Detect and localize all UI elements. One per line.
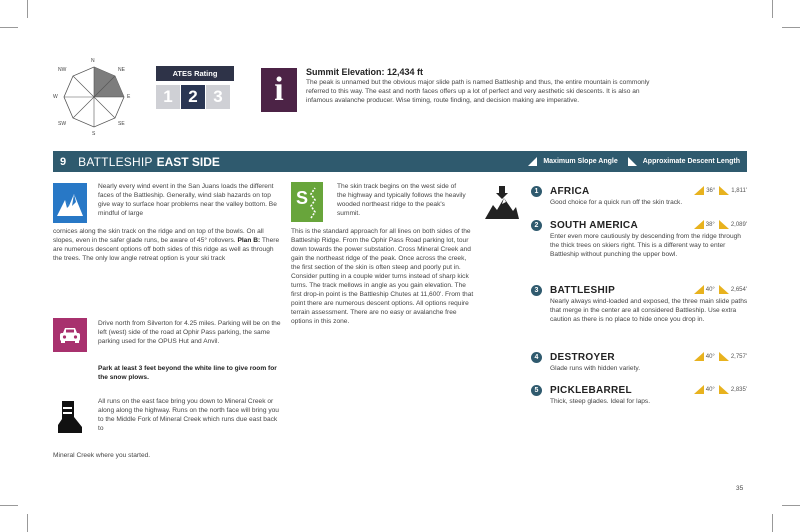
run-description: Enter even more cautiously by descending from the ridge through the thick trees on skiers right. This is a different way to enter Battleship without punching the upper bowl. [550,233,741,258]
run-description: Glade runs with hidden variety. [550,365,641,372]
crop-mark [0,27,18,28]
run-number: 1 [531,186,542,197]
legend-length-label: Approximate Descent Length [642,158,740,165]
run-angle: 40° [705,386,715,393]
run-angle: 40° [705,353,715,360]
skin-paragraph-b: This is the standard approach for all lines on both sides of the Battleship Ridge. From the Ophir Pass Road parking lot, tour down towards the power substation. Cross Mineral Creek and gain the northeast ridge of the peak. Once across the creek, the first section of the skin is often steep and poorly put in. Consider putting in a couple wider turns instead of sharp kick turns. The track mellows in angle as you gain elevation. The first drop-in point is the Battleship Chutes at 11,600'. From that point there are numerous descent options. All options require terrain assessment. There are no easy or avalanche free options in this zone. [291,228,474,325]
descent-length-icon [719,186,729,195]
svg-text:S: S [296,188,309,208]
compass-label-ne: NE [118,67,125,73]
ates-rating [156,66,234,109]
ates-box-3: 3 [206,85,230,109]
crop-mark [27,514,28,532]
ates-rating-label: ATES Rating [156,66,234,81]
run-length: 1,811' [731,187,747,194]
wind-loading-icon [53,183,87,223]
descent-length-icon [628,157,637,166]
descent-mountain-icon [484,185,520,221]
run-description: Thick, steep glades. Ideal for laps. [550,398,651,405]
compass-label-w: W [53,94,58,100]
slope-angle-icon [694,352,704,361]
slope-angle-icon [694,220,704,229]
run-name: DESTROYER [550,351,615,363]
wind-paragraph-a: Nearly every wind event in the San Juans loads the different faces of the Battleship. Generally, wind slab hazards on top give way to surface hoar problems near the valley bottom. Be mindful of large [98,183,277,217]
compass-label-se: SE [118,121,125,127]
slope-angle-icon [694,385,704,394]
run-stats [694,285,747,294]
run-item [531,351,749,373]
drive-text: Drive north from Silverton for 4.25 miles. Parking will be on the left (west) side of the road at Ophir Pass parking, the same parking used for the OPUS Hut and Anvil. [98,320,281,345]
compass-label-nw: NW [58,67,67,73]
plan-b-label: Plan B: [237,237,261,244]
legend-slope-label: Maximum Slope Angle [543,158,618,165]
page-number: 35 [736,485,744,492]
crop-mark [782,505,800,506]
run-item [531,219,749,259]
run-length: 2,757' [730,353,747,360]
slope-angle-icon [694,186,704,195]
descent-length-icon [719,385,729,394]
zone-banner [53,151,747,172]
descent-length-icon [719,352,729,361]
run-length: 2,835' [730,386,747,393]
crop-mark [782,27,800,28]
run-length: 2,089' [730,221,747,228]
zone-aspect: EAST SIDE [156,154,220,169]
run-number: 2 [531,220,542,231]
banner-legend [528,151,740,172]
descent-length-icon [719,220,729,229]
run-stats [694,352,747,361]
compass-label-sw: SW [58,121,67,127]
aspect-compass [52,58,142,138]
run-stats [694,385,747,394]
parking-note [53,364,283,382]
ski-boot-icon [53,398,87,438]
exit-paragraph-b: Mineral Creek where you started. [53,452,151,459]
run-stats [694,186,747,195]
wind-paragraph-b-text: cornices along the skin track on the ridge and on top of the bowls. On all slopes, even in the safer glade runs, be aware of 45° rollovers. [53,228,264,244]
run-angle: 40° [705,286,715,293]
run-angle: 36° [706,187,716,194]
skin-paragraph-a: The skin track begins on the west side of the highway and typically follows the heavily wooded northeast ridge to the peak's summit. [337,183,466,217]
run-description: Good choice for a quick run off the skin track. [550,199,683,206]
compass-label-s: S [92,131,96,137]
compass-label-e: E [127,94,131,100]
skin-track-icon [291,182,323,222]
run-number: 5 [531,385,542,396]
parking-bold-text: Park at least 3 feet beyond the white line to give room for the snow plows. [98,365,277,381]
run-length: 2,654' [730,286,747,293]
ates-box-2-active: 2 [181,85,205,109]
run-number: 4 [531,352,542,363]
run-angle: 38° [705,221,715,228]
slope-angle-icon [528,157,537,166]
compass-label-n: N [91,58,95,64]
zone-name: BATTLESHIP [78,154,153,169]
car-icon [53,318,87,352]
descent-length-icon [719,285,729,294]
run-name: PICKLEBARREL [550,384,632,396]
plan-b-text: There are numerous descent options off both sides of this ridge as well as through the trees. The only low angle retreat option is your ski track [53,237,280,262]
slope-angle-icon [694,285,704,294]
summit-elevation-title: Summit Elevation: 12,434 ft [306,67,424,77]
crop-mark [772,514,773,532]
zone-number: 9 [60,155,67,168]
run-description: Nearly always wind-loaded and exposed, the three main slide paths that merge in the center are all considered Battleship. Use extra caution as there is no place to hide once you drop in. [550,298,748,323]
run-name: SOUTH AMERICA [550,219,638,231]
crop-mark [27,0,28,18]
run-name: BATTLESHIP [550,284,616,296]
drive-paragraph [98,319,283,346]
run-item [531,284,749,324]
run-number: 3 [531,285,542,296]
info-icon: i [261,68,297,112]
run-item [531,185,749,207]
summit-description: The peak is unnamed but the obvious major slide path is named Battleship and thus, the entire mountain is commonly referred to this way. The east and north faces offers up a lot of perfect and very aesthetic ski descents. It is also an infamous avalanche producer. Wise timing, route finding, and decision making are imperative. [306,79,650,104]
wind-paragraph-b [53,227,283,263]
ates-box-1: 1 [156,85,180,109]
crop-mark [772,0,773,18]
exit-paragraph-a: All runs on the east face bring you down to Mineral Creek or along along the highway. Runs on the north face will bring you to the Middle Fork of Mineral Creek which runs due east back to [98,398,279,432]
run-item [531,384,749,406]
run-stats [694,220,747,229]
run-name: AFRICA [550,185,590,197]
crop-mark [0,505,18,506]
